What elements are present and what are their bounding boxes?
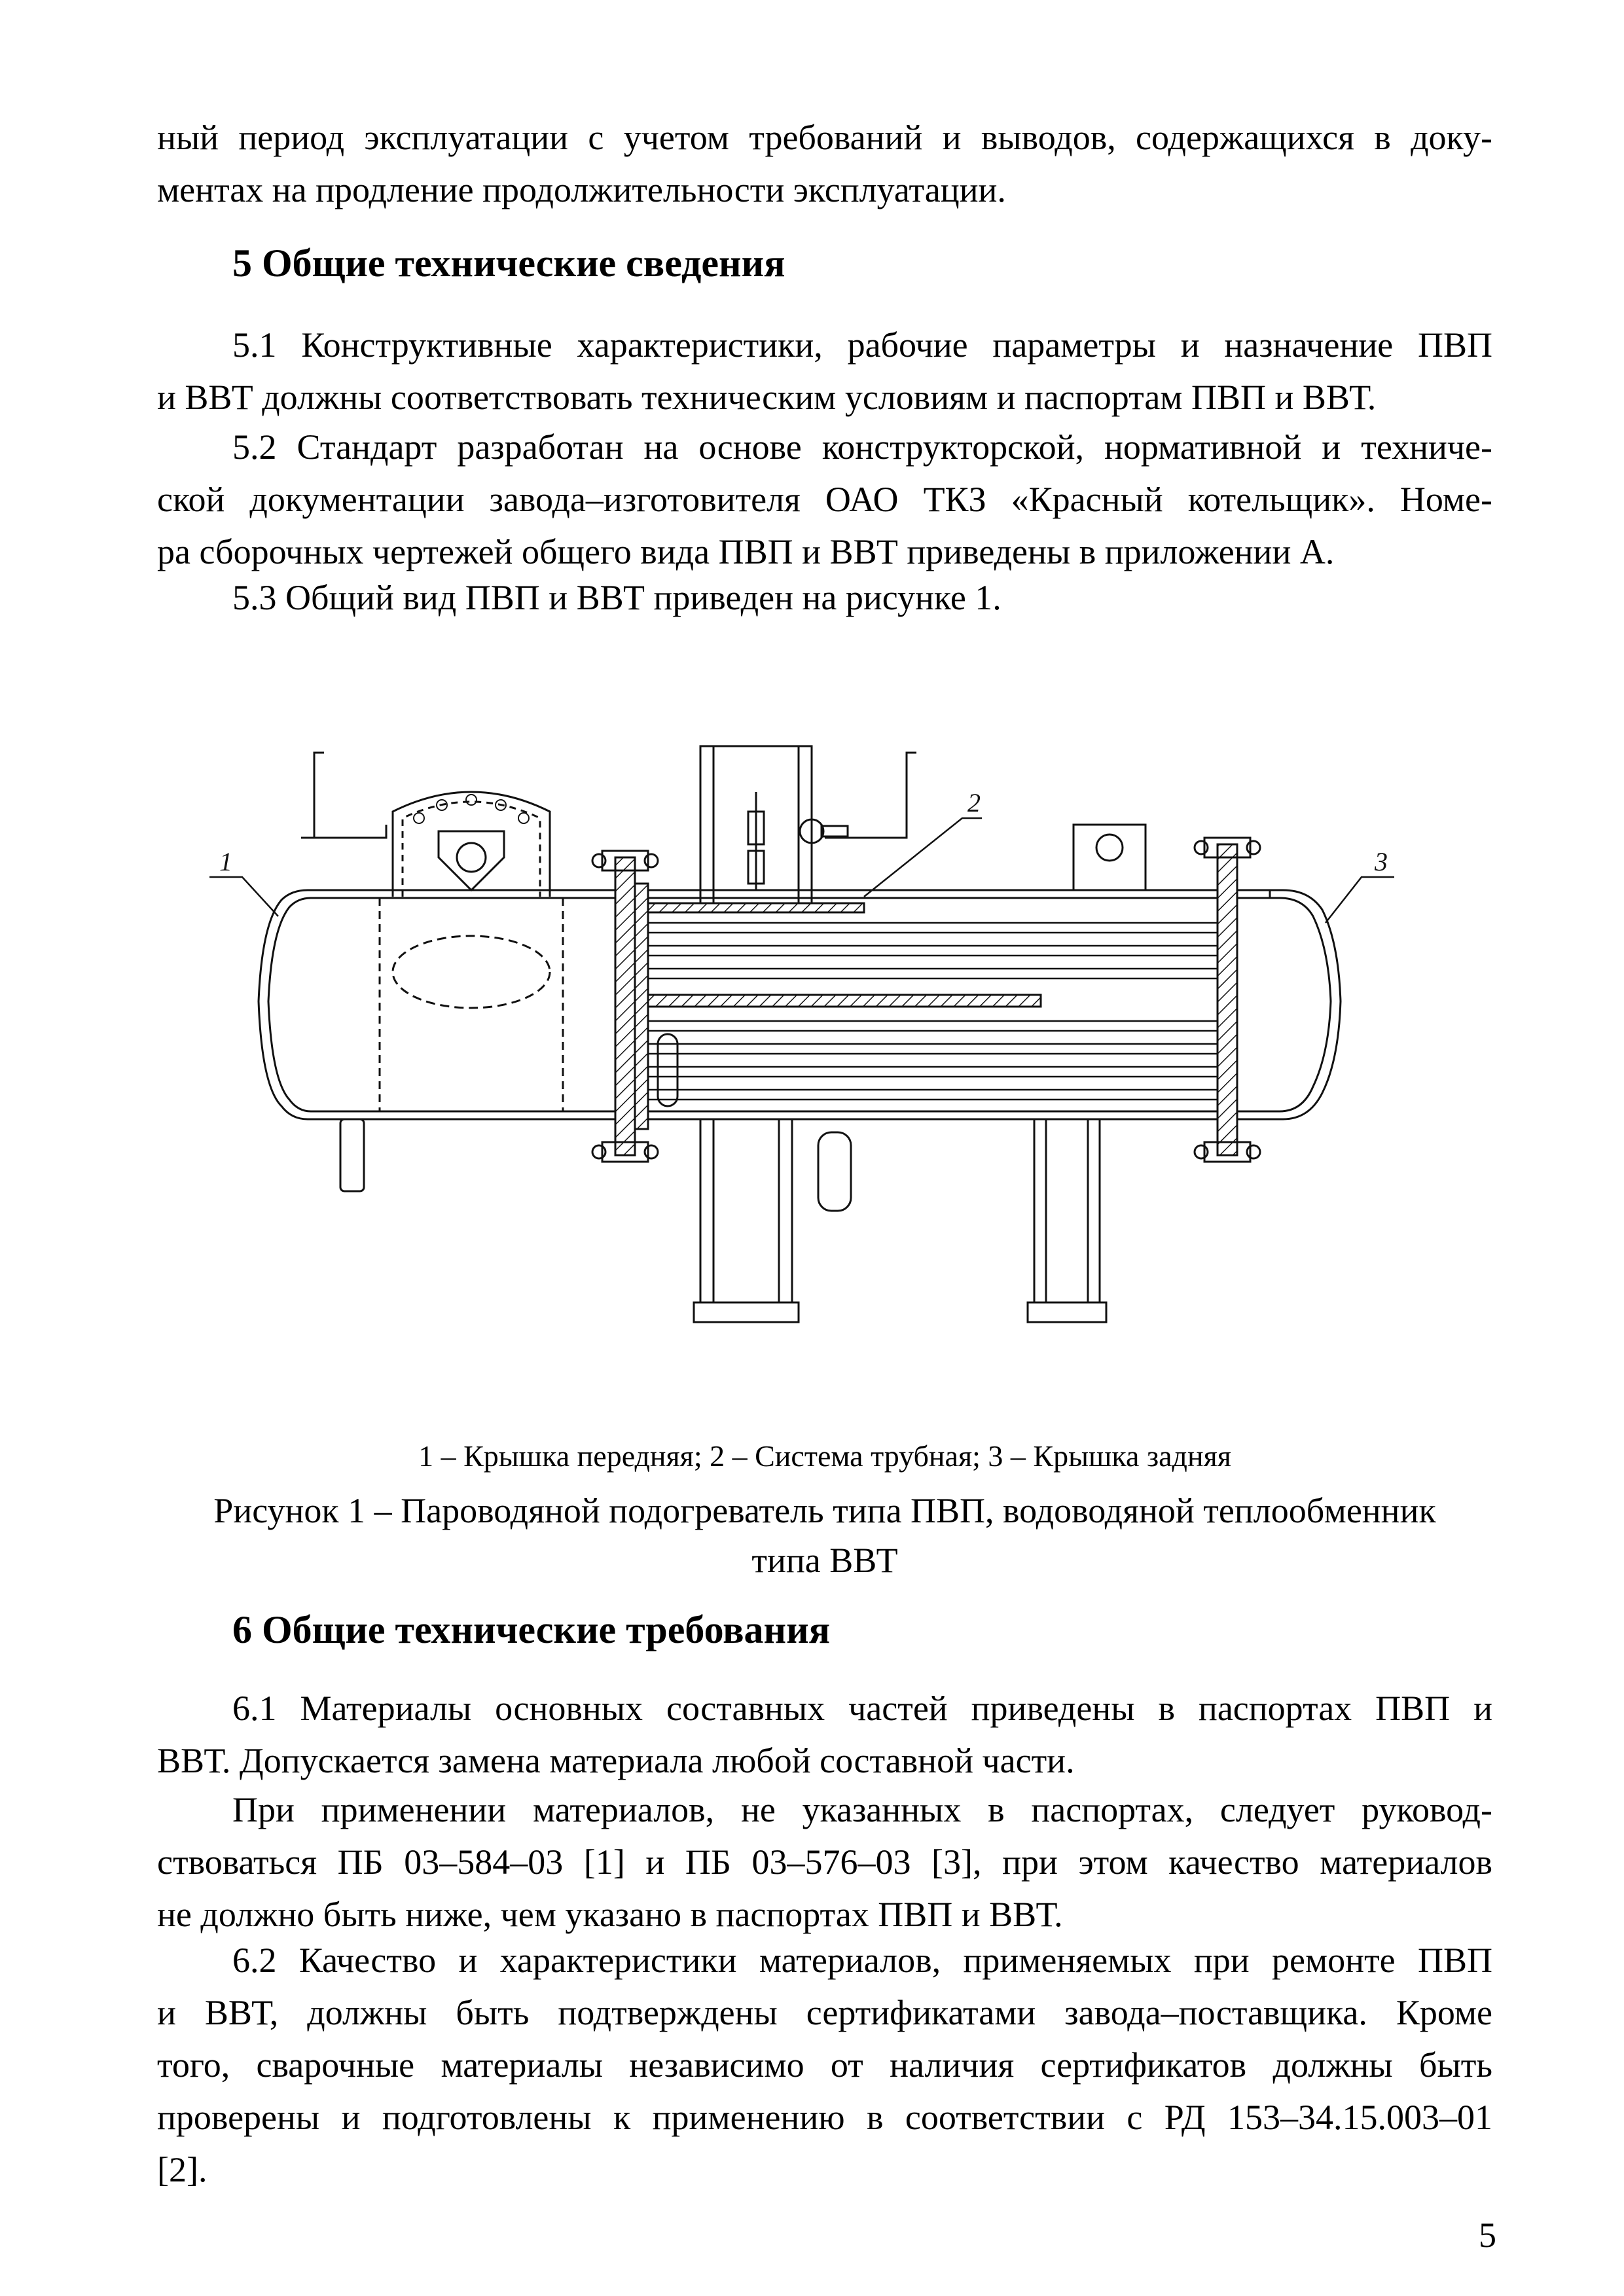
text-line: ный период эксплуатации с учетом требований и выводов, содержащихся в доку- (157, 118, 1492, 157)
text-line: 5.2 Стандарт разработан на основе конструкторской, нормативной и техниче- (232, 427, 1492, 467)
figure-legend: 1 – Крышка передняя; 2 – Система трубная; 3 – Крышка задняя (418, 1439, 1231, 1473)
paragraph-6-1-continued (157, 1784, 1492, 1941)
text-line: 5.1 Конструктивные характеристики, рабочие параметры и назначение ПВП (232, 325, 1492, 365)
figure-caption (157, 1486, 1492, 1585)
figure-label-1: 1 (219, 847, 232, 876)
page-number: 5 (1479, 2215, 1496, 2255)
text-line: ствоваться ПБ 03–584–03 [1] и ПБ 03–576–03 [3], при этом качество материалов (157, 1842, 1492, 1882)
figure-label-3: 3 (1375, 847, 1388, 876)
text-line: проверены и подготовлены к применению в соответствии с РД 153–34.15.003–01 (157, 2098, 1492, 2137)
paragraph-6-1 (157, 1682, 1492, 1787)
intro-paragraph (157, 111, 1492, 216)
paragraph-5-1 (157, 319, 1492, 423)
text-line: того, сварочные материалы независимо от наличия сертификатов должны быть (157, 2045, 1492, 2085)
paragraph-6-2 (157, 1934, 1492, 2196)
paragraph-5-3 (157, 571, 1492, 624)
text-line: 5.3 Общий вид ПВП и ВВТ приведен на рисунке 1. (232, 578, 1001, 617)
section-6-heading: 6 Общие технические требования (232, 1608, 831, 1651)
text-line: ра сборочных чертежей общего вида ПВП и ВВТ приведены в приложении А. (157, 532, 1335, 571)
section-5-heading: 5 Общие технические сведения (232, 242, 785, 285)
heat-exchanger-drawing (196, 726, 1440, 1420)
text-line: и ВВТ должны соответствовать техническим условиям и паспортам ПВП и ВВТ. (157, 378, 1377, 417)
text-line: 6.1 Материалы основных составных частей приведены в паспортах ПВП и (232, 1689, 1492, 1728)
text-line: [2]. (157, 2150, 208, 2189)
caption-line: Рисунок 1 – Пароводяной подогреватель типа ПВП, водоводяной теплообменник (213, 1491, 1436, 1530)
paragraph-5-2 (157, 421, 1492, 578)
text-line: 6.2 Качество и характеристики материалов, применяемых при ремонте ПВП (232, 1941, 1492, 1980)
figure-label-2: 2 (967, 788, 981, 817)
text-line: не должно быть ниже, чем указано в паспортах ПВП и ВВТ. (157, 1895, 1063, 1934)
text-line: ментах на продление продолжительности эксплуатации. (157, 170, 1006, 209)
text-line: и ВВТ, должны быть подтверждены сертификатами завода–поставщика. Кроме (157, 1993, 1492, 2032)
text-line: При применении материалов, не указанных в паспортах, следует руковод- (232, 1790, 1492, 1829)
caption-line: типа ВВТ (751, 1541, 898, 1580)
text-line: ВВТ. Допускается замена материала любой составной части. (157, 1741, 1075, 1780)
text-line: ской документации завода–изготовителя ОАО ТКЗ «Красный котельщик». Номе- (157, 480, 1492, 519)
